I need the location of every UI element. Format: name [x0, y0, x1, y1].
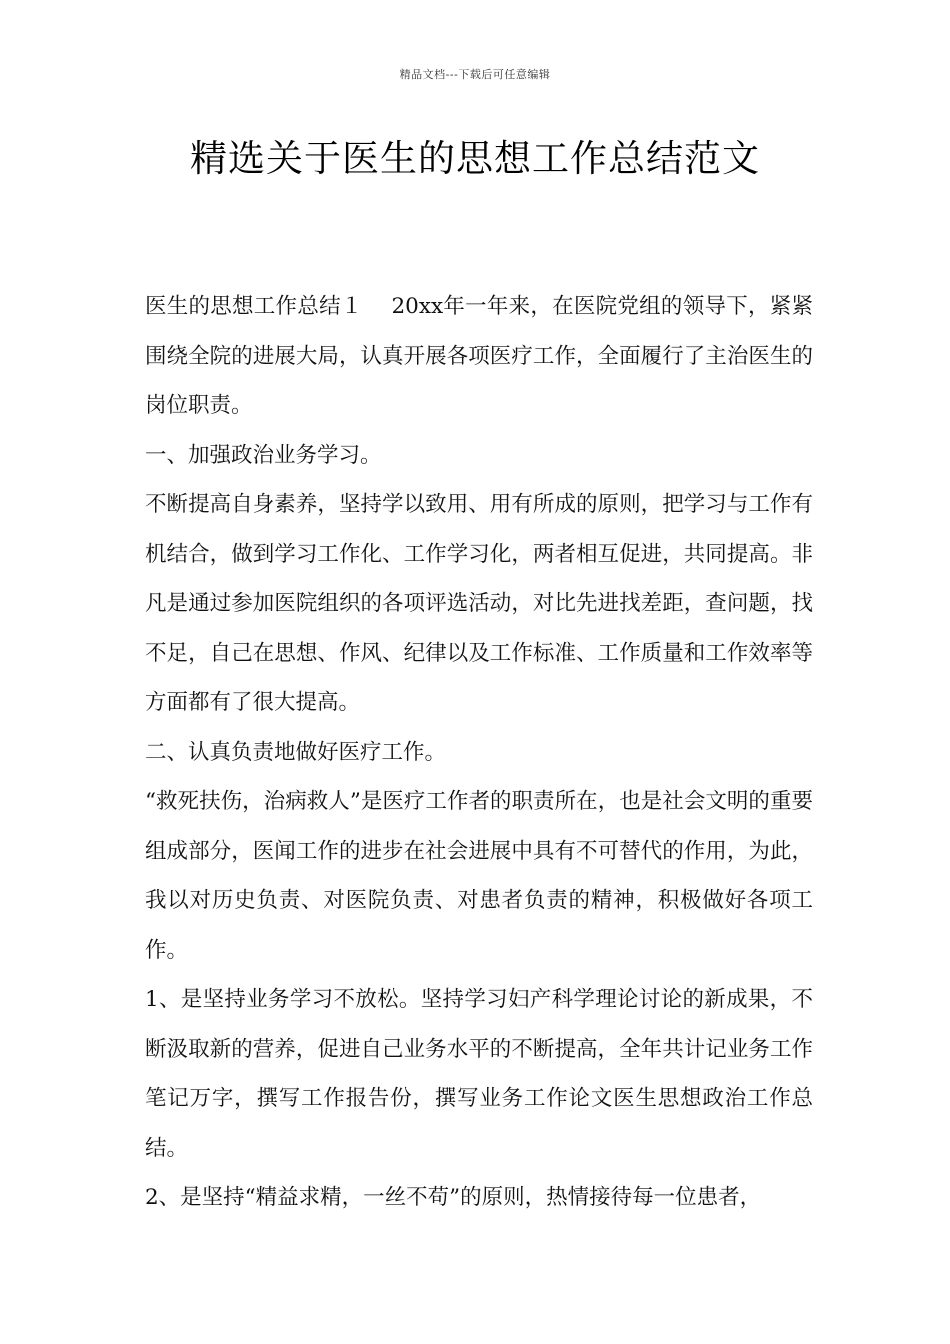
paragraph-section-2: “救死扶伤，治病救人”是医疗工作者的职责所在，也是社会文明的重要组成部分，医闻工作的进步在社会进展中具有不可替代的作用，为此，我以对历史负责、对医院负责、对患者负责的精神，积极做好各项工作。 — [145, 789, 813, 963]
paragraph-item-1: 1、是坚持业务学习不放松。坚持学习妇产科学理论讨论的新成果，不断汲取新的营养，促进自己业务水平的不断提高，全年共计记业务工作笔记万字，撰写工作报告份，撰写业务工作论文医生思想政治工作总结。 — [145, 987, 813, 1161]
paragraph-item-2: 2、是坚持“精益求精，一丝不苟”的原则，热情接待每一位患者， — [145, 1185, 762, 1210]
paragraph-intro: 医生的思想工作总结１ 20xx年一年来，在医院党组的领导下，紧紧围绕全院的进展大局，认真开展各项医疗工作，全面履行了主治医生的岗位职责。 — [145, 294, 813, 418]
heading-section-1: 一、加强政治业务学习。 — [145, 442, 382, 468]
document-body — [145, 282, 813, 1223]
paragraph-section-1: 不断提高自身素养，坚持学以致用、用有所成的原则，把学习与工作有机结合，做到学习工作化、工作学习化，两者相互促进，共同提高。非凡是通过参加医院组织的各项评选活动，对比先进找差距，查问题，找不足，自己在思想、作风、纪律以及工作标准、工作质量和工作效率等方面都有了很大提高。 — [145, 492, 813, 715]
document-title: 精选关于医生的思想工作总结范文 — [190, 137, 760, 180]
header-note: 精品文档---下载后可任意编辑 — [399, 68, 551, 81]
heading-section-2: 二、认真负责地做好医疗工作。 — [145, 739, 447, 765]
